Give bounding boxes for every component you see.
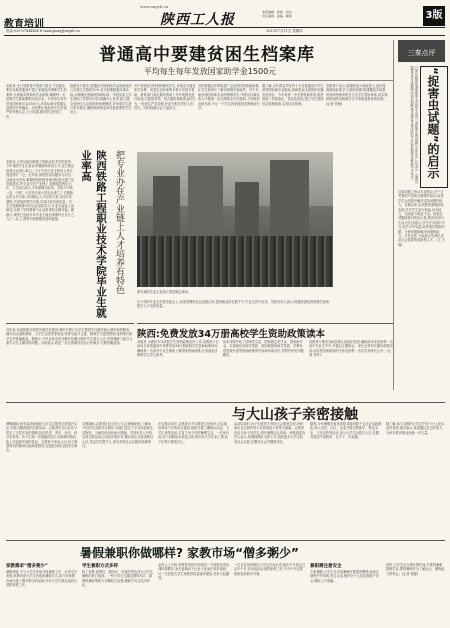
section-tag bbox=[4, 12, 70, 30]
vocational-headline-block bbox=[78, 150, 112, 320]
poverty-body-6: 省教育厅表示,将继续加大财政投入,逐步提高资助标准,扩大资助范围,构建覆盖学前教育到高等教育的全方位学生资助体系,切实保障家庭经济困难学生平等接受教育的权利。(记者 张敏) bbox=[326, 84, 388, 106]
summer-body-4: 一位正在找家教的大学生告诉记者,她在中介登记已近半个月,仍未接到合适的家教工作,不少中介还要收取较高的中介费。 bbox=[234, 563, 306, 576]
commentary-body: 日前,有媒体报道某地中考试卷中出现一道捉害虫的试题,引发社会广泛关注。这道试题要求考生根据所学知识判断害虫种类并提出防治方法,看似简单却难倒不少考生。 bbox=[409, 66, 418, 184]
date-info: 本报编辑 · 排版 · 校对 责任编辑 · 美编 · 邮箱 bbox=[262, 10, 292, 18]
summer-body-2: 除了家教,促销员、服务员、快递员等也成为大学生兼职的热门选择。一些大学生还通过网络开店、做网络兼职等新方式赚取生活费,兼职方式日趋多样化。 bbox=[82, 570, 154, 588]
poverty-body-2: 按照有关要求,普通高中国家助学金资助面约占在校生总数的20%,各市县要根据本地实际,合理确定资助范围和标准。学校应成立学生资助工作领导小组,明确专人负责,建立健全贫困生认定和资助管理制度,对申请学生进行家访核实,确保资助资金用在最需要的学生身上。 bbox=[70, 84, 132, 115]
vocational-body-left: 本报讯 记者从陕西铁路工程职业技术学院获悉,今年该院毕业生就业率继续保持高位,毕业生就业供需比达到1:4以上,不少专业毕业生被用人单位提前预订一空。近年来,该院坚持以服务为宗旨、以就业为导向,紧紧围绕铁路及城市轨道交通产业发展需求,把专业办在产业链上,积极推进校企合作、工学结合的人才培养模式改革。学院与中铁一局、中铁二十局等多家大型企业建立了长期稳定的合作关系,共同制定人才培养方案,共同开发课程,共同组织教学实施,共同评价培养质量。学生在校期间即可到企业顶岗实习,毕业后直接上岗就业,实现了学校教育与企业需求的无缝对接。据统计,该院已连续多年毕业生就业率保持在百分之九十八以上,被誉为铁路建设者的摇篮。 bbox=[6, 160, 74, 222]
graduates-photo bbox=[137, 152, 333, 287]
summer-subhead-1: 家教需求“僧多粥少” bbox=[6, 564, 48, 569]
top-bar-right: 2013年7月11日 星期四 bbox=[266, 29, 303, 33]
summer-body-5: 专家提醒,大学生在寻找兼职时要提高警惕,选择正规的中介机构,签订合同,保护好个人信息和财产安全,谨防上当受骗。 bbox=[310, 570, 379, 583]
section-name: 教育培训 bbox=[4, 19, 44, 30]
poverty-body-1: 本报讯 近日省教育厅等部门联合下发通知,要求各地普通高中建立家庭经济困难学生档案库,全面落实国家助学金政策,确保每一名贫困学生都能顺利完成学业。平均每生每年发放国家助学金1500元,具体标准可根据实际情况分档确定。各校要认真组织学生申请,严格审核认定,公示结果,做好资金发放工作。 bbox=[6, 84, 68, 119]
poverty-body-4: 各校要通过多种渠道广泛宣传国家资助政策,让学生和家长了解申请程序和条件。对于未能获得国家助学金的困难学生,学校可从事业收入中提取一定比例资金予以资助,力争做到应助尽助,不让一个学生因家庭经济困难而失学。 bbox=[198, 84, 260, 111]
photo-caption: 图为该院毕业生参加大型招聘会现场。 bbox=[137, 290, 192, 294]
summer-body-6: 同时,大学生应合理安排时间,不要因兼职影响学业,要把兼职作为了解社会、锻炼能力的机会。(记者 陈静) bbox=[386, 563, 445, 576]
summer-body-3: 业内人士分析,家教需求减少的原因一方面是各类培训机构增多,家长更倾向于让孩子参加正规培训班;另一方面是大学生家教供给量逐年增加,竞争日趋激烈。 bbox=[158, 563, 230, 581]
page-number: 3版 bbox=[423, 6, 445, 26]
poverty-body-3: 对于家庭经济特别困难的学生,各地还可通过免学杂费、发放生活补助等多种方式给予帮助。教育部门将定期对资助工作开展情况进行检查,对虚报冒领、挤占挪用资助资金的行为,一经查实严肃处理,并追究相关责任人的责任。同时鼓励社会力量参与。 bbox=[134, 84, 196, 111]
masthead: 陕西工人报 bbox=[160, 12, 235, 28]
mountain-body-1: 暑假期间,西安某高校组织大学生志愿者走进秦巴山区,开展为期两周的支教活动。志愿者们为山区孩子带去了丰富多彩的课程,包括英语、美术、音乐、科学实验等。孩子们第一次接触到这么多新鲜的知识,脸上洋溢着幸福的笑容。志愿者小李说,山区孩子渴望知识的眼神让她深受感动,这段经历将让她终生难忘。 bbox=[6, 422, 78, 453]
vocational-headline: 陕西铁路工程职业技术学院毕业生就业率高 bbox=[80, 150, 107, 318]
vocational-deck-block bbox=[112, 150, 134, 320]
vocational-deck: 把专业办在产业链上人才培养有特色 bbox=[114, 150, 124, 294]
summer-subhead-3: 兼职需注意安全 bbox=[310, 564, 342, 569]
mountain-body-2: 支教期间,志愿者们还走访了山区困难家庭,了解孩子们的生活和学习情况,为他们送去了学习用品和生活物资。当地村民纷纷表示感谢。学校负责人介绍,这项支教活动已连续开展多年,累计派出志愿者数百人次,受益学生数千人,成为学校社会实践的品牌项目。 bbox=[82, 422, 154, 449]
mountain-body-4: 活动结束时,孩子们依依不舍地与志愿者告别,纷纷拿出自己制作的小礼物送给大哥哥大姐姐。志愿者们也与孩子们约定,明年暑假还会再来。该校团委负责人表示,将继续做好支教工作,组织更多大学生投身社会实践,在服务社会中锻炼成长。 bbox=[234, 422, 306, 444]
loan-headline: 陕西:免费发放34万册高校学生资助政策读本 bbox=[137, 329, 326, 340]
loan-body-1: 本报讯 为做好今年高校学生资助政策宣传工作,省教育厅日前向全省普通高中免费发放34万册高校学生资助政策读本,确保每一名高中毕业生都能了解国家资助政策,让家庭经济困难学生安心报考。 bbox=[137, 340, 219, 358]
top-bar-left: 热线:029-87844464 E-mail:gmxq@sxgrb.cn bbox=[6, 29, 80, 33]
loan-body-2: 读本详细介绍了国家奖学金、国家励志奖学金、国家助学金、生源地信用助学贷款、校园地国家助学贷款、学费补偿贷款代偿等资助政策的内容和申请办法,并附有常见问题解答。 bbox=[223, 340, 304, 358]
commentary-headline-block bbox=[420, 66, 448, 188]
mountain-body-5: 据悉,今年暑期全省各高校共组织数千支社会实践团队,深入农村、社区、企业开展支教助学、科技支农、文化宣传等活动,参与大学生达数万人次,在服务基层中受教育、长才干、作贡献。 bbox=[310, 422, 382, 440]
vocational-body-right: 在今年的毕业生供需见面会上,前来招聘的企业达数百家,提供就业岗位数千个,毕业生供不应求。学院负责人表示,将继续深化教育教学改革,提升人才培养质量。 bbox=[137, 300, 331, 309]
site-url[interactable]: www.sxgrb.cn bbox=[140, 4, 169, 9]
commentary-headline: “捉害虫试题”的启示 bbox=[426, 67, 440, 179]
poverty-subheadline: 平均每生每年发放国家助学金1500元 bbox=[143, 67, 277, 76]
left-column-body: 近年来,各地积极开展校外辅导站建设,利用节假日为学生提供学习辅导和心理咨询等服务。辅导站由退休教师、大学生志愿者等组成,免费为留守儿童、困难学生提供帮助,受到家长和学生的普遍欢迎。据统计,今年以来全省各辅导站累计服务学生数万人次,有效缓解了留守儿童学习无人辅导的问题。各地表示,将进一步完善辅导站运行机制,扩大服务覆盖面。 bbox=[6, 328, 133, 346]
top-bar bbox=[4, 27, 445, 36]
summer-body-1: 暑假来临,不少大学生开始寻找兼职工作。记者走访发现,家教仍是大学生首选的兼职方式,但今年家教市场出现了僧多粥少的局面,许多大学生难以找到合适的家教工作。 bbox=[6, 570, 78, 588]
commentary-column-tag bbox=[398, 40, 445, 62]
mountain-headline: 与大山孩子亲密接触 bbox=[232, 407, 358, 423]
poverty-headline: 普通高中要建贫困生档案库 bbox=[99, 45, 315, 65]
mountain-body-6: 据了解,参与支教的大学生中有不少人来自农村家庭,他们表示,希望通过自己的努力,为家乡教育事业贡献一份力量。 bbox=[386, 422, 445, 435]
mountain-body-3: 在支教活动中,志愿者们不仅教授文化知识,还注重培养孩子们的综合素质,组织开展了趣味运动会、文艺汇演等活动,丰富了孩子们的暑期生活。一位家长说,孩子放假后本来没人管,现在有大学生来上课,孩子们每天都很开心。 bbox=[158, 422, 230, 444]
commentary-body-2: 这道试题之所以引起热议,在于它考查的不是死记硬背的知识,而是学生运用知识解决实际问题的能力。长期以来,应试教育重理论轻实践,许多学生高分低能,动手能力、实践能力明显不足。捉害虫试题给我们的启示是,教育应回归生活,回归实践,让学生在实践中学习,在学习中实践,培养他们观察问题、分析问题和解决问题的能力。只有这样,才能真正培养出适应社会需要的创新型人才。(文 王涛) bbox=[398, 190, 445, 247]
poverty-body-5: 据了解,去年我省共有约十万名普通高中学生获得国家助学金资助,资助资金全部按时足额发放到位。今年将进一步完善资助体系,推进资助工作规范化、信息化建设,建立学生资助信息管理系统,实现动态管理。 bbox=[262, 84, 324, 106]
summer-subhead-2: 学生兼职方式多样 bbox=[82, 564, 118, 569]
loan-body-3: 省教育厅要求各地各校认真组织发放,确保读本发放到每一名高中毕业生手中,并通过主题班会、家长会等形式做好政策宣讲,切实把党和政府的关怀送到每一名学生和家长心中。(记者 李华) bbox=[309, 340, 393, 358]
commentary-column-name: 三秦点评 bbox=[407, 49, 436, 57]
summer-headline: 暑假兼职你做哪样? 家教市场“僧多粥少” bbox=[80, 546, 299, 560]
